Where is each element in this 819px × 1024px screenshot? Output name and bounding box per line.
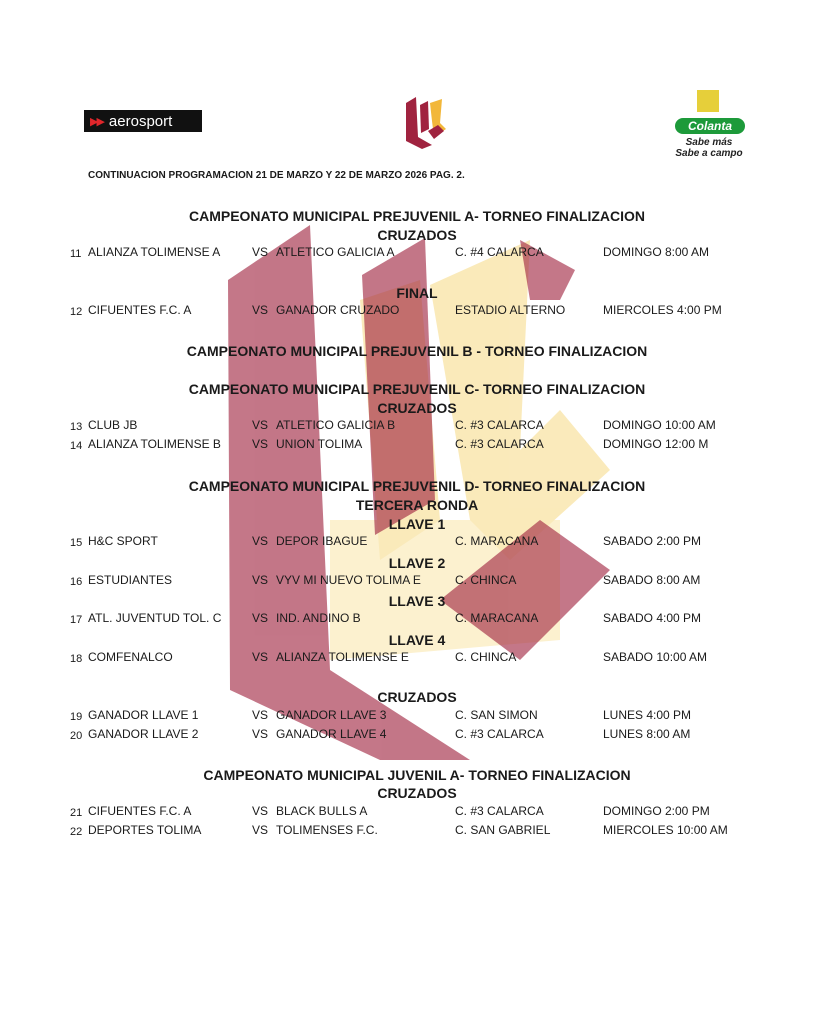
match-time: LUNES 8:00 AM [603, 727, 691, 741]
away-team: UNION TOLIMA [276, 437, 363, 451]
match-time: SABADO 2:00 PM [603, 534, 702, 548]
match-time: DOMINGO 8:00 AM [603, 245, 710, 259]
match-time: DOMINGO 12:00 M [603, 437, 709, 451]
subtitle-llave-4: LLAVE 4 [388, 632, 446, 648]
subtitle-final: FINAL [396, 285, 438, 301]
venue: C. #3 CALARCA [455, 804, 544, 818]
away-team: DEPOR IBAGUE [276, 534, 368, 548]
vs-label: VS [252, 650, 269, 664]
match-time: SABADO 8:00 AM [603, 573, 701, 587]
away-team: ALIANZA TOLIMENSE E [276, 650, 409, 664]
subtitle-cruzados: CRUZADOS [377, 785, 457, 801]
match-row [0, 534, 819, 550]
home-team: ATL. JUVENTUD TOL. C [88, 611, 222, 625]
match-row [0, 650, 819, 666]
match-number: 21 [70, 807, 83, 819]
venue: C. #3 CALARCA [455, 418, 544, 432]
section-title-prejuvenil-d: CAMPEONATO MUNICIPAL PREJUVENIL D- TORNEO FINALIZACION [188, 478, 646, 494]
match-number: 13 [70, 421, 83, 433]
subtitle-llave-1: LLAVE 1 [388, 516, 446, 532]
venue: C. MARACANA [455, 534, 539, 548]
match-row [0, 804, 819, 820]
match-time: DOMINGO 2:00 PM [603, 804, 710, 818]
match-number: 19 [70, 711, 83, 723]
subtitle-cruzados: CRUZADOS [377, 400, 457, 416]
section-title-prejuvenil-b: CAMPEONATO MUNICIPAL PREJUVENIL B - TORNEO FINALIZACION [186, 343, 648, 359]
home-team: ALIANZA TOLIMENSE A [88, 245, 221, 259]
match-time: LUNES 4:00 PM [603, 708, 692, 722]
match-number: 22 [70, 826, 83, 838]
vs-label: VS [252, 611, 269, 625]
match-number: 20 [70, 730, 83, 742]
vs-label: VS [252, 418, 269, 432]
away-team: ATLETICO GALICIA A [276, 245, 395, 259]
away-team: TOLIMENSES F.C. [276, 823, 378, 837]
away-team: VYV MI NUEVO TOLIMA E [276, 573, 421, 587]
colanta-logo [669, 90, 749, 160]
vs-label: VS [252, 303, 269, 317]
home-team: CLUB JB [88, 418, 138, 432]
venue: C. SAN SIMON [455, 708, 538, 722]
league-logo [402, 93, 448, 151]
match-number: 11 [70, 248, 82, 260]
match-row [0, 418, 819, 434]
section-title-prejuvenil-c: CAMPEONATO MUNICIPAL PREJUVENIL C- TORNEO FINALIZACION [188, 381, 646, 397]
match-number: 18 [70, 653, 83, 665]
home-team: CIFUENTES F.C. A [88, 804, 192, 818]
home-team: DEPORTES TOLIMA [88, 823, 202, 837]
subtitle-tercera-ronda: TERCERA RONDA [355, 497, 479, 513]
match-row [0, 708, 819, 724]
vs-label: VS [252, 534, 269, 548]
subtitle-cruzados: CRUZADOS [377, 227, 457, 243]
vs-label: VS [252, 804, 269, 818]
section-title-prejuvenil-a: CAMPEONATO MUNICIPAL PREJUVENIL A- TORNEO FINALIZACION [188, 208, 646, 224]
away-team: IND. ANDINO B [276, 611, 361, 625]
match-row [0, 245, 819, 261]
colanta-name: Colanta [675, 118, 745, 134]
vs-label: VS [252, 823, 269, 837]
fast-forward-icon: ▶▶ [90, 115, 103, 128]
venue: C. CHINCA [455, 573, 517, 587]
subtitle-llave-2: LLAVE 2 [388, 555, 446, 571]
subtitle-cruzados: CRUZADOS [377, 689, 457, 705]
match-number: 14 [70, 440, 83, 452]
vs-label: VS [252, 708, 269, 722]
section-title-juvenil-a: CAMPEONATO MUNICIPAL JUVENIL A- TORNEO FINALIZACION [203, 767, 631, 783]
venue: ESTADIO ALTERNO [455, 303, 566, 317]
match-row [0, 823, 819, 839]
aerosport-logo [84, 110, 202, 132]
match-number: 15 [70, 537, 83, 549]
subtitle-llave-3: LLAVE 3 [388, 593, 446, 609]
venue: C. #3 CALARCA [455, 727, 544, 741]
venue: C. #4 CALARCA [455, 245, 544, 259]
match-time: SABADO 4:00 PM [603, 611, 702, 625]
colanta-tagline-1: Sabe más [685, 137, 733, 148]
match-time: DOMINGO 10:00 AM [603, 418, 716, 432]
match-number: 12 [70, 306, 83, 318]
match-row [0, 573, 819, 589]
venue: C. #3 CALARCA [455, 437, 544, 451]
home-team: GANADOR LLAVE 2 [88, 727, 199, 741]
match-row [0, 303, 819, 319]
home-team: H&C SPORT [88, 534, 158, 548]
vs-label: VS [252, 573, 269, 587]
match-time: MIERCOLES 4:00 PM [603, 303, 722, 317]
page-header: CONTINUACION PROGRAMACION 21 DE MARZO Y 22 DE MARZO 2026 PAG. 2. [88, 170, 465, 181]
colanta-tagline-2: Sabe a campo [675, 148, 743, 159]
home-team: ALIANZA TOLIMENSE B [88, 437, 221, 451]
match-time: MIERCOLES 10:00 AM [603, 823, 728, 837]
home-team: GANADOR LLAVE 1 [88, 708, 199, 722]
match-number: 17 [70, 614, 83, 626]
vs-label: VS [252, 245, 269, 259]
away-team: GANADOR CRUZADO [276, 303, 400, 317]
home-team: COMFENALCO [88, 650, 173, 664]
match-row [0, 437, 819, 453]
away-team: ATLETICO GALICIA B [276, 418, 396, 432]
match-row [0, 611, 819, 627]
vs-label: VS [252, 727, 269, 741]
away-team: GANADOR LLAVE 4 [276, 727, 387, 741]
cow-icon [697, 90, 719, 112]
away-team: GANADOR LLAVE 3 [276, 708, 387, 722]
home-team: ESTUDIANTES [88, 573, 173, 587]
venue: C. MARACANA [455, 611, 539, 625]
venue: C. SAN GABRIEL [455, 823, 551, 837]
match-time: SABADO 10:00 AM [603, 650, 708, 664]
away-team: BLACK BULLS A [276, 804, 368, 818]
aerosport-name: aerosport [108, 112, 173, 130]
vs-label: VS [252, 437, 269, 451]
home-team: CIFUENTES F.C. A [88, 303, 192, 317]
match-row [0, 727, 819, 743]
match-number: 16 [70, 576, 83, 588]
venue: C. CHINCA [455, 650, 517, 664]
